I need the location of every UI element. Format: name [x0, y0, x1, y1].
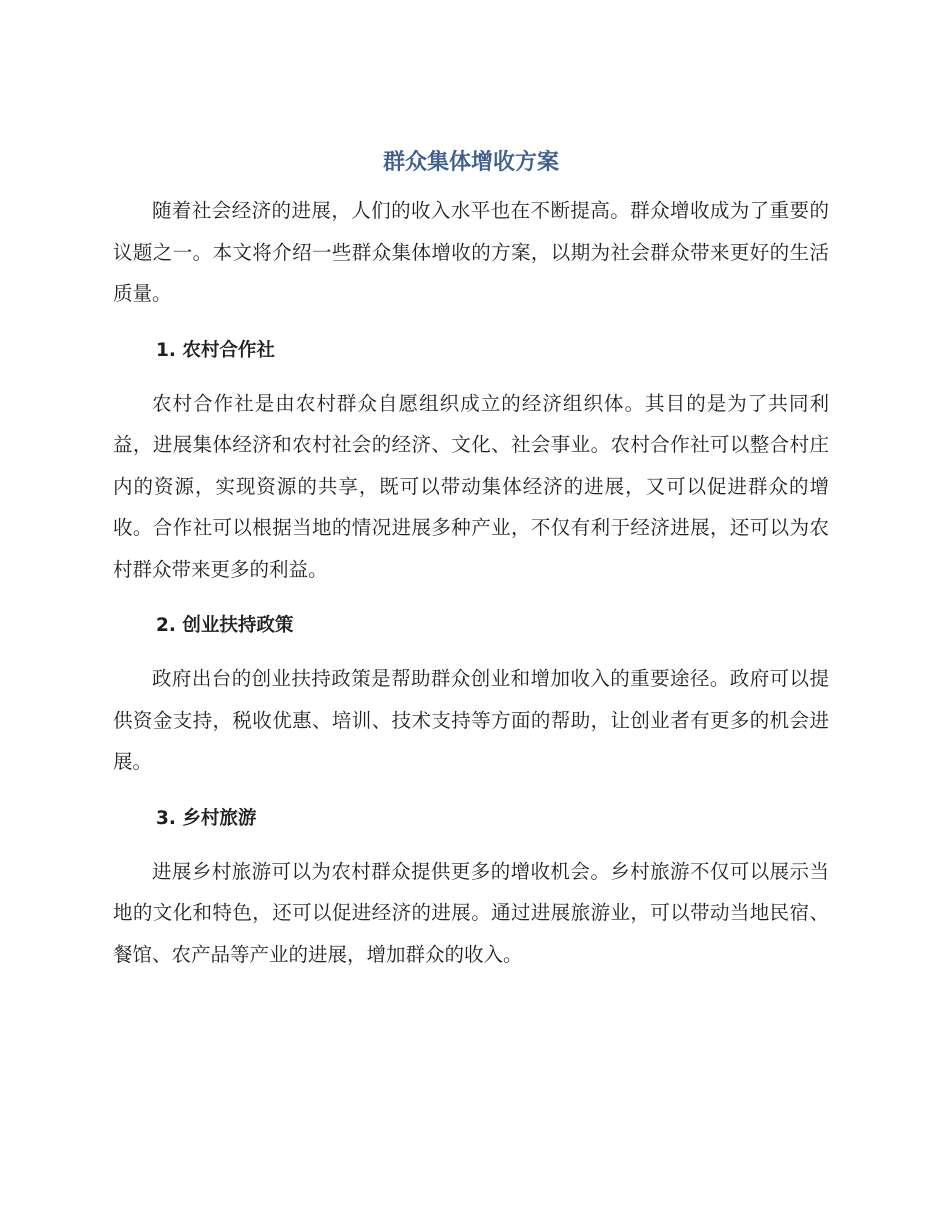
document-title: 群众集体增收方案 [382, 150, 559, 175]
section-entrepreneurship-support [113, 611, 829, 783]
section-rural-tourism [113, 804, 829, 976]
section-heading: 3. 乡村旅游 [156, 807, 257, 829]
section-heading: 2. 创业扶持政策 [156, 615, 294, 636]
section-paragraph: 农村合作社是由农村群众自愿组织成立的经济组织体。其目的是为了共同利益，进展集体经济和农村社会的经济、文化、社会事业。农村合作社可以整合村庄内的资源，实现资源的共享，既可以带动集体经济的进展，又可以促进群众的增收。合作社可以根据当地的情况进展多种产业，不仅有利于经济进展，还可以为农村群众带来更多的利益。 [113, 391, 829, 581]
section-cooperative [113, 336, 829, 591]
intro-paragraph: 随着社会经济的进展，人们的收入水平也在不断提高。群众增收成为了重要的议题之一。本文将介绍一些群众集体增收的方案，以期为社会群众带来更好的生活质量。 [113, 199, 829, 305]
section-paragraph: 进展乡村旅游可以为农村群众提供更多的增收机会。乡村旅游不仅可以展示当地的文化和特色，还可以促进经济的进展。通过进展旅游业，可以带动当地民宿、餐馆、农产品等产业的进展，增加群众的收入。 [113, 859, 829, 966]
document-page [113, 148, 829, 975]
section-heading: 1. 农村合作社 [156, 339, 275, 361]
section-paragraph: 政府出台的创业扶持政策是帮助群众创业和增加收入的重要途径。政府可以提供资金支持，税收优惠、培训、技术支持等方面的帮助，让创业者有更多的机会进展。 [113, 667, 829, 773]
